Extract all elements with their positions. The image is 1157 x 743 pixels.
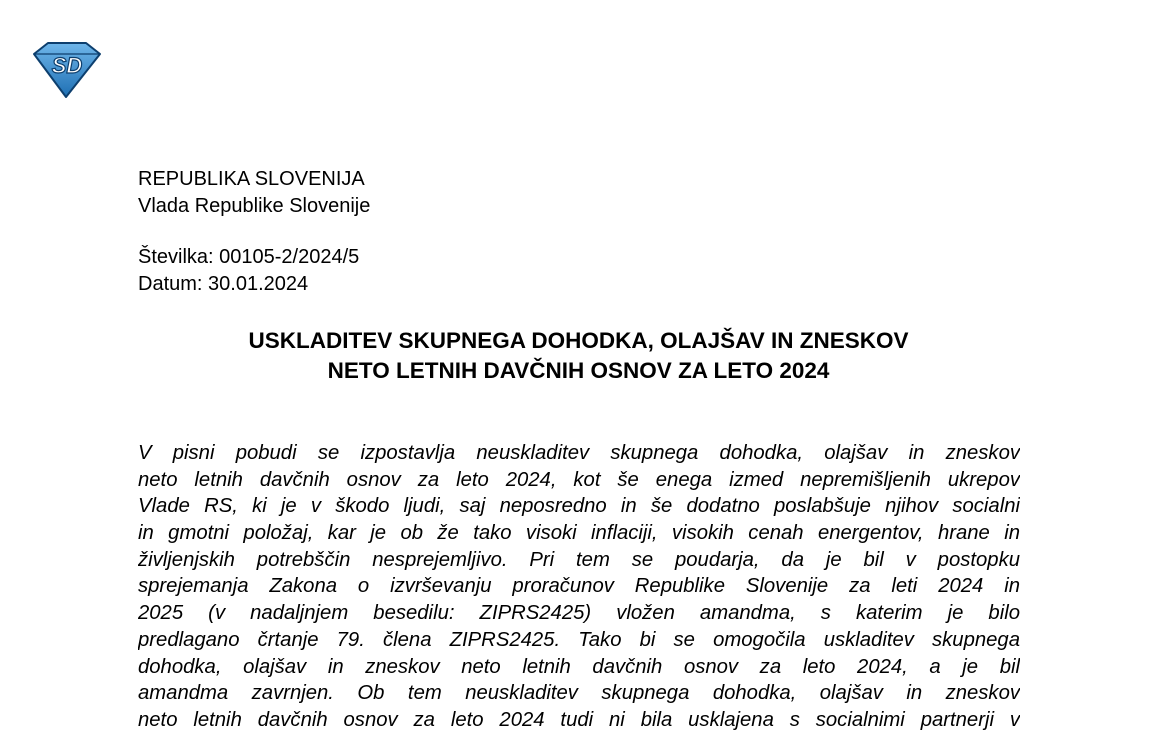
body-paragraph (138, 440, 1020, 734)
title-line-2: NETO LETNIH DAVČNIH OSNOV ZA LETO 2024 (327, 358, 830, 383)
body-line: amandma zavrnjen. Ob tem neuskladitev skupnega dohodka, olajšav in zneskov (138, 682, 1020, 705)
republic-name: REPUBLIKA SLOVENIJA (138, 168, 365, 190)
body-line: življenjskih potrebščin nesprejemljivo. Pri tem se poudarja, da je bil v postopku (138, 548, 1020, 571)
document-meta (138, 244, 359, 298)
government-name: Vlada Republike Slovenije (138, 195, 371, 217)
body-line: 2025 (v nadaljnjem besedilu: ZIPRS2425) vložen amandma, s katerim je bilo (138, 602, 1020, 625)
body-line: dohodka, olajšav in zneskov neto letnih davčnih osnov za leto 2024, a je bil (138, 655, 1020, 678)
body-line: sprejemanja Zakona o izvrševanju proračunov Republike Slovenije za leti 2024 in (138, 575, 1020, 598)
sd-party-logo-icon (30, 40, 104, 100)
document-number: Številka: 00105-2/2024/5 (138, 246, 360, 268)
title-line-1: USKLADITEV SKUPNEGA DOHODKA, OLAJŠAV IN ZNESKOV (248, 328, 909, 353)
document-title (0, 326, 1157, 386)
body-line: predlagano črtanje 79. člena ZIPRS2425. Tako bi se omogočila uskladitev skupnega (138, 628, 1020, 651)
body-line: in gmotni položaj, kar je ob že tako visoki inflaciji, visokih cenah energentov, hrane in (138, 522, 1020, 545)
document-date: Datum: 30.01.2024 (138, 273, 309, 295)
issuer-header (138, 166, 370, 220)
body-line: V pisni pobudi se izpostavlja neuskladitev skupnega dohodka, olajšav in zneskov (138, 442, 1020, 464)
body-line: neto letnih davčnih osnov za leto 2024, kot še enega izmed nepremišljenih ukrepov (138, 468, 1020, 491)
body-line: neto letnih davčnih osnov za leto 2024 tudi ni bila usklajena s socialnimi partnerji v (138, 708, 1020, 731)
svg-text:SD: SD (51, 53, 83, 78)
body-line: Vlade RS, ki je v škodo ljudi, saj neposredno in še dodatno poslabšuje njihov socialni (138, 495, 1020, 518)
